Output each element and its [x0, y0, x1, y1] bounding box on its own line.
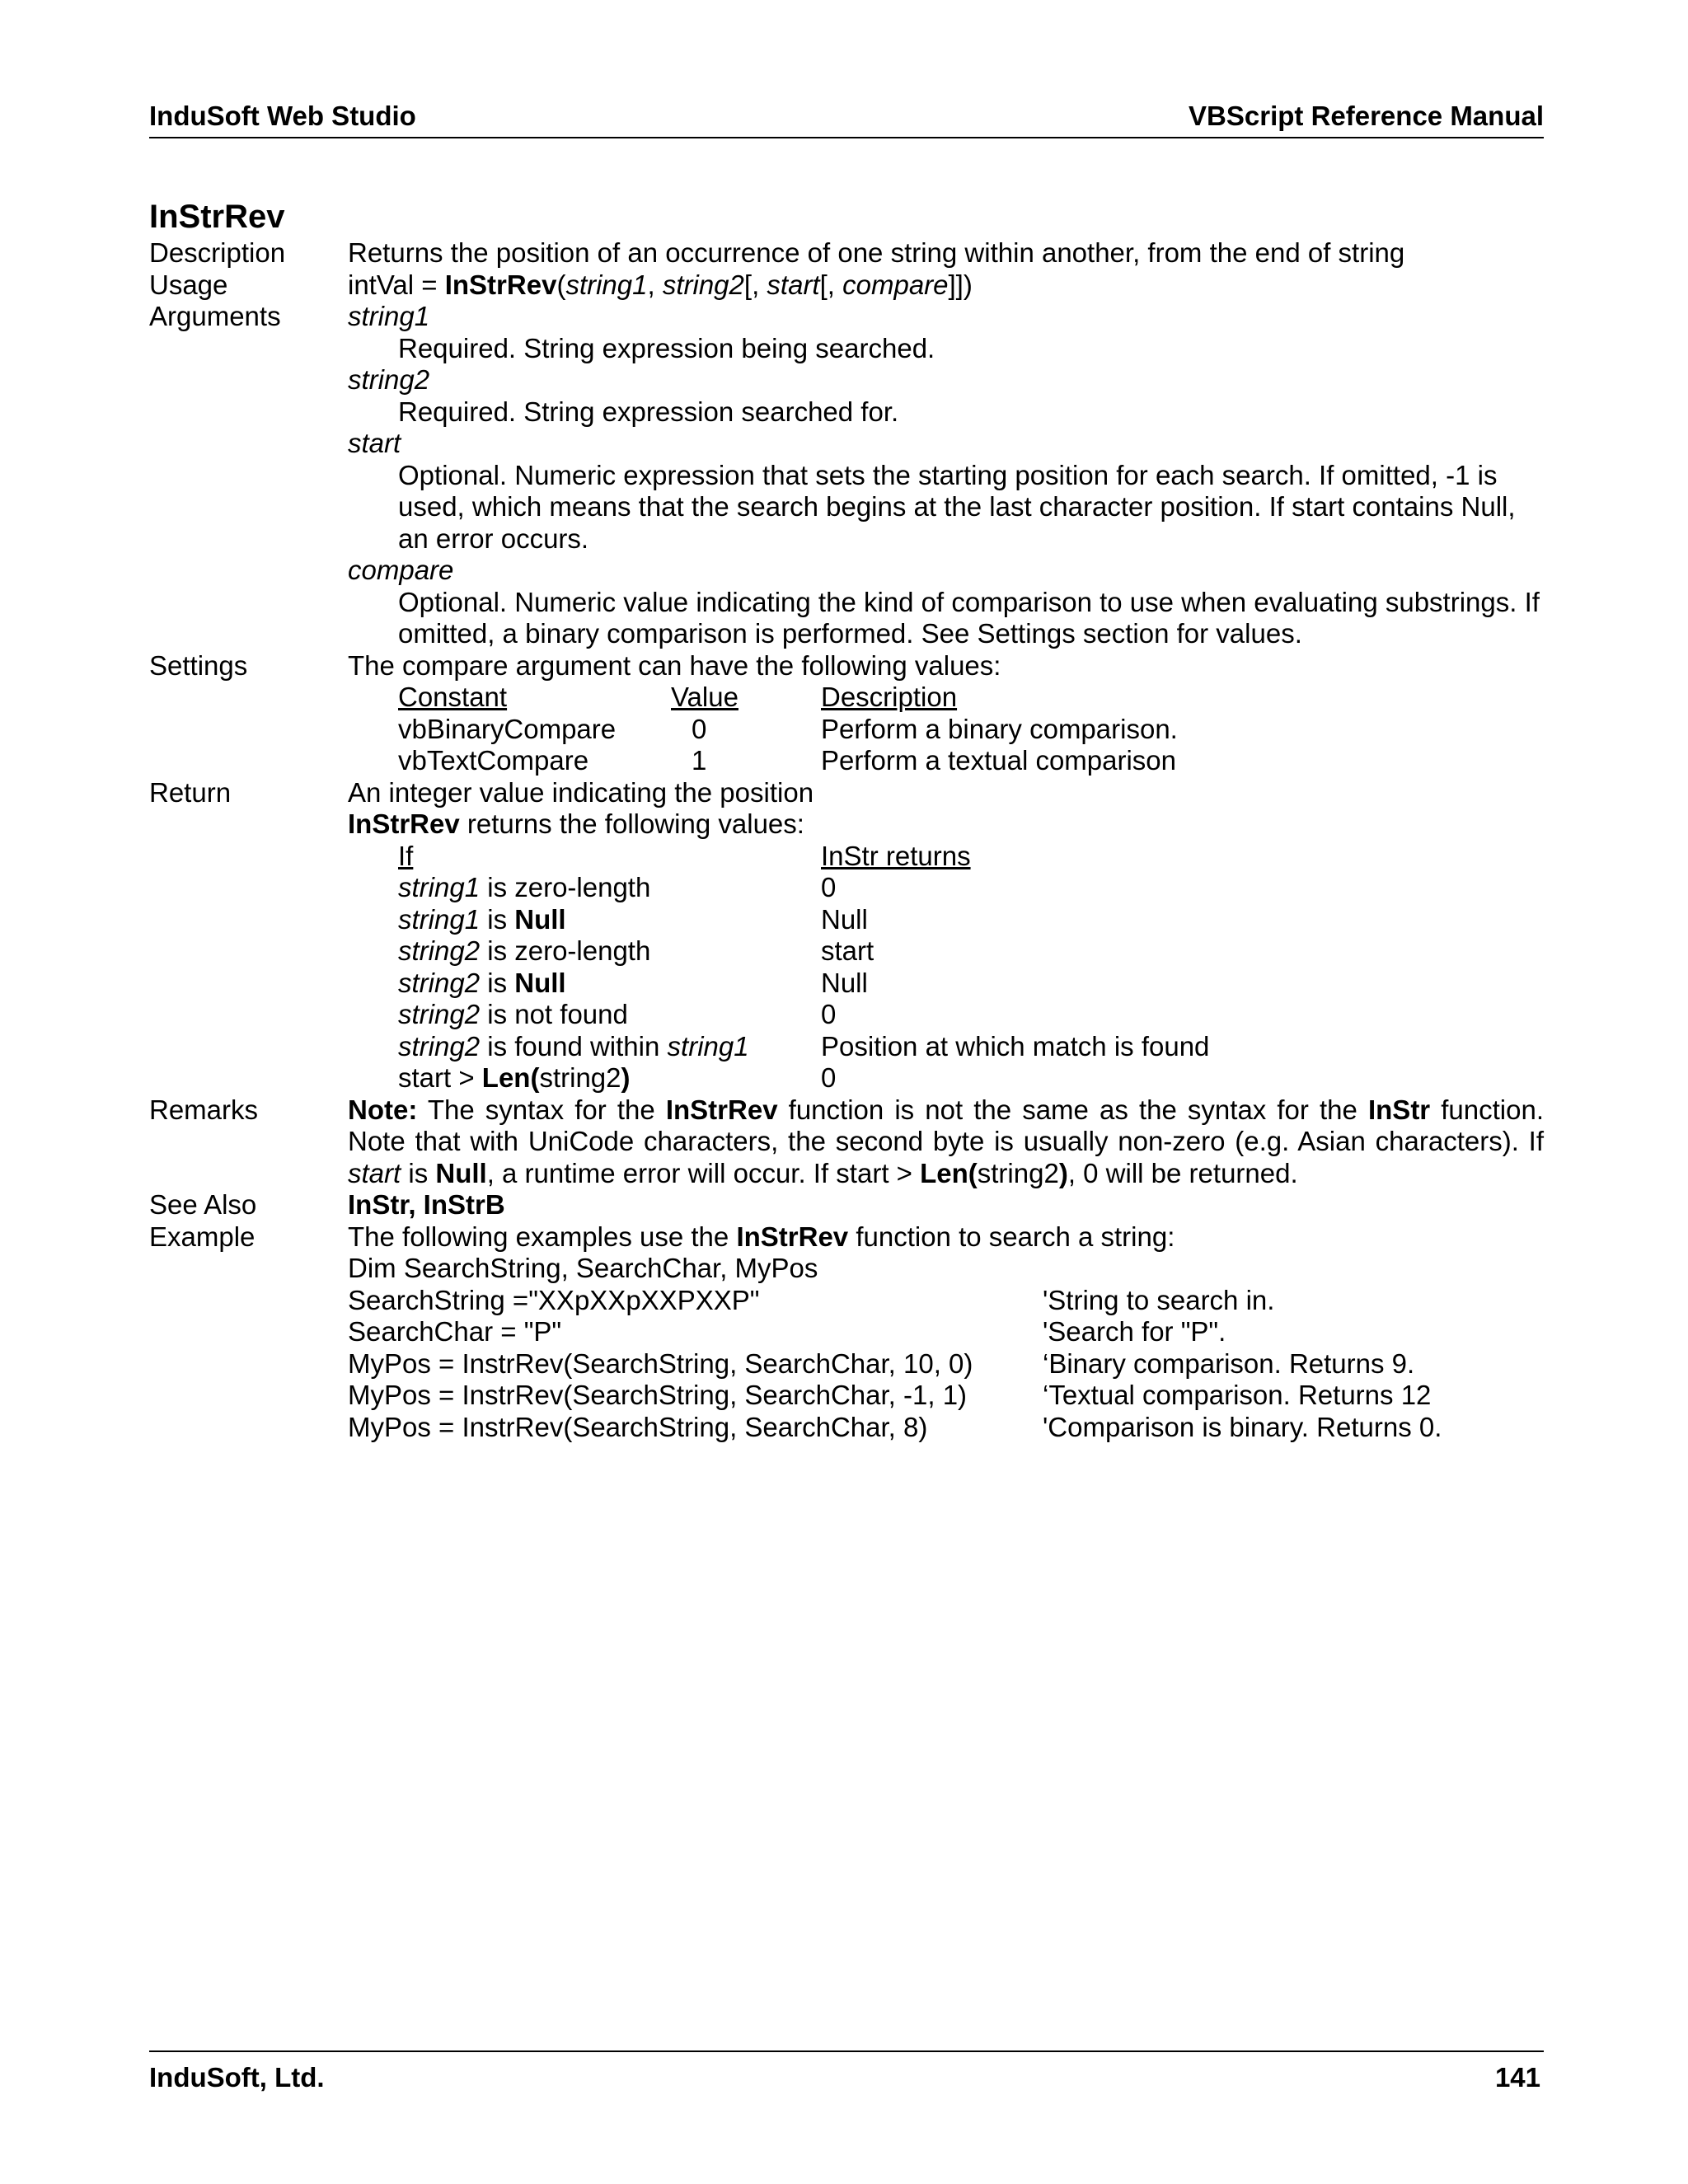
remarks-bold-part: Len(: [920, 1157, 978, 1188]
remarks-text-part: is: [401, 1157, 436, 1188]
table-row: [398, 745, 1544, 777]
return-cond-text: is: [480, 903, 515, 935]
code-line: [348, 1412, 1544, 1444]
example-intro-text: The following examples use the: [348, 1221, 737, 1252]
settings-value: 0: [692, 713, 707, 744]
settings-body: [348, 650, 1544, 777]
remarks-text-part: function. Note that with UniCode characters, the second byte is usually non-zero (e.g. Asian characters). If: [348, 1094, 1545, 1156]
usage-syntax: [348, 269, 1544, 302]
argument-name: [348, 301, 1544, 333]
return-value: Position at which match is found: [821, 1030, 1210, 1062]
remarks-text-part: string2: [977, 1157, 1059, 1188]
description-row: [149, 237, 1544, 269]
code-statement: MyPos = InstrRev(SearchString, SearchChar, -1, 1): [348, 1380, 968, 1410]
settings-intro: The compare argument can have the following values:: [348, 649, 1001, 681]
argument-desc: Required. String expression searched for.: [398, 396, 899, 427]
argument-name-start: start: [348, 428, 401, 458]
remarks-text-part: The syntax for the: [417, 1094, 666, 1125]
settings-description: Perform a textual comparison: [821, 745, 1177, 776]
argument-name-string2: string2: [348, 364, 430, 395]
arguments-row: [149, 301, 1544, 650]
table-row: [398, 714, 1544, 746]
return-header-if: If: [398, 840, 414, 871]
description-label: Description: [149, 237, 286, 268]
usage-sep3: [,: [819, 269, 843, 300]
header-manual-title: VBScript Reference Manual: [1189, 101, 1544, 131]
settings-description: Perform a binary comparison.: [821, 713, 1178, 744]
return-function-name: InStrRev: [348, 808, 460, 839]
remarks-label: Remarks: [149, 1094, 259, 1125]
usage-sep1: ,: [647, 269, 663, 300]
return-value: 0: [821, 999, 837, 1029]
code-line: [348, 1380, 1544, 1412]
return-arg: string1: [667, 1030, 749, 1062]
table-row: [398, 999, 1544, 1031]
remarks-bold-part: InStr: [1367, 1094, 1431, 1125]
usage-arg1: string1: [565, 269, 648, 300]
return-condition: [398, 872, 650, 904]
return-cond-text: is found within: [480, 1030, 668, 1062]
return-condition: [398, 1031, 749, 1063]
code-comment: 'Comparison is binary. Returns 0.: [1043, 1411, 1442, 1442]
remarks-note-label: Note:: [348, 1094, 418, 1125]
return-cond-text: string2: [539, 1062, 621, 1093]
arguments-label: Arguments: [149, 301, 281, 331]
example-intro: [348, 1221, 1544, 1254]
code-comment: ‘Binary comparison. Returns 9.: [1043, 1347, 1415, 1379]
code-statement: SearchChar = "P": [348, 1316, 562, 1347]
settings-header-description: Description: [821, 682, 958, 712]
table-row: [398, 935, 1544, 968]
see-also-text: InStr, InStrB: [348, 1189, 505, 1220]
argument-name-string1: string1: [348, 301, 430, 331]
table-row: [398, 872, 1544, 904]
remarks-text-part: function is not the same as the syntax for the: [777, 1094, 1368, 1125]
return-line1: An integer value indicating the position: [348, 776, 814, 808]
return-label: Return: [149, 776, 232, 808]
settings-row: [149, 650, 1544, 777]
return-cond-text: is: [480, 967, 515, 998]
code-line: [348, 1348, 1544, 1380]
argument-name: [348, 428, 1544, 460]
return-header-returns: InStr returns: [821, 840, 971, 871]
page-content: [149, 196, 1544, 1443]
settings-table: [398, 682, 1544, 777]
remarks-text-part: , a runtime error will occur. If start >: [486, 1157, 921, 1188]
return-table-header: [398, 841, 1544, 873]
remarks-bold-part: InStrRev: [665, 1094, 778, 1125]
code-statement: MyPos = InstrRev(SearchString, SearchChar, 8): [348, 1411, 928, 1442]
settings-header-value: Value: [671, 682, 738, 712]
page-header: [149, 97, 1544, 138]
usage-arg3: start: [767, 269, 820, 300]
usage-open: (: [556, 269, 566, 300]
table-row: [398, 1031, 1544, 1063]
code-line: [348, 1316, 1544, 1348]
return-cond-bold: Null: [514, 967, 566, 998]
usage-row: [149, 269, 1544, 302]
code-statement: Dim SearchString, SearchChar, MyPos: [348, 1253, 818, 1283]
return-condition: [398, 935, 650, 968]
settings-label: Settings: [149, 649, 248, 681]
settings-constant: vbBinaryCompare: [398, 713, 617, 744]
settings-constant: vbTextCompare: [398, 745, 589, 776]
settings-value: 1: [692, 745, 707, 776]
code-comment: 'Search for "P".: [1043, 1316, 1226, 1347]
example-label: Example: [149, 1221, 256, 1252]
return-cond-text: is zero-length: [480, 872, 651, 902]
description-text: Returns the position of an occurrence of one string within another, from the end of string: [348, 237, 1405, 268]
return-cond-bold: Null: [514, 903, 566, 935]
usage-function: InStrRev: [444, 269, 557, 300]
argument-desc: Required. String expression being searched.: [398, 332, 935, 363]
return-arg: string1: [398, 903, 481, 935]
return-arg: string1: [398, 872, 481, 902]
code-comment: 'String to search in.: [1043, 1284, 1275, 1315]
usage-arg2: string2: [662, 269, 744, 300]
page-number: 141: [1494, 2062, 1540, 2093]
return-arg: string2: [398, 967, 481, 998]
usage-label: Usage: [149, 269, 228, 300]
code-comment: ‘Textual comparison. Returns 12: [1043, 1380, 1432, 1410]
code-line: [348, 1253, 1544, 1285]
usage-sep2: [,: [743, 269, 767, 300]
page-footer: [149, 2050, 1544, 2093]
return-condition: [398, 904, 566, 936]
return-cond-text: is not found: [480, 999, 628, 1029]
return-cond-bold: Len(: [481, 1062, 540, 1093]
argument-name-compare: compare: [348, 555, 454, 585]
return-value: 0: [821, 872, 837, 902]
return-value: Null: [821, 967, 868, 998]
example-intro-bold: InStrRev: [736, 1221, 849, 1252]
settings-table-header: [398, 682, 1544, 714]
return-value: start: [821, 935, 874, 966]
settings-header-constant: Constant: [398, 682, 508, 712]
header-product-name: InduSoft Web Studio: [149, 101, 416, 131]
return-arg: string2: [398, 1030, 481, 1062]
example-row: [149, 1221, 1544, 1444]
return-condition: [398, 1062, 631, 1094]
remarks-italic-part: start: [348, 1157, 401, 1188]
remarks-row: [149, 1094, 1544, 1190]
see-also-row: [149, 1189, 1544, 1221]
return-row: [149, 777, 1544, 1094]
return-condition: [398, 999, 628, 1031]
usage-close: ]]): [948, 269, 973, 300]
argument-name: [348, 555, 1544, 587]
return-condition: [398, 968, 566, 1000]
usage-prefix: intVal =: [348, 269, 445, 300]
return-line2-text: returns the following values:: [459, 808, 804, 839]
arguments-list: [348, 301, 1544, 650]
return-cond-text: start >: [398, 1062, 482, 1093]
return-arg: string2: [398, 999, 481, 1029]
example-intro-text: function to search a string:: [848, 1221, 1175, 1252]
remarks-text: [348, 1094, 1544, 1190]
return-cond-text: is zero-length: [480, 935, 651, 966]
remarks-text-part: , 0 will be returned.: [1067, 1157, 1298, 1188]
return-arg: string2: [398, 935, 481, 966]
usage-arg4: compare: [842, 269, 949, 300]
remarks-bold-part: ): [1058, 1157, 1068, 1188]
code-statement: SearchString ="XXpXXpXXPXXP": [348, 1284, 760, 1315]
footer-company: InduSoft, Ltd.: [149, 2062, 325, 2093]
code-statement: MyPos = InstrRev(SearchString, SearchChar, 10, 0): [348, 1347, 973, 1379]
code-line: [348, 1285, 1544, 1317]
return-value: Null: [821, 903, 868, 935]
see-also-links: [348, 1189, 1544, 1221]
argument-desc: Optional. Numeric value indicating the kind of comparison to use when evaluating substrings. If omitted, a binary comparison is performed. See Settings section for values.: [398, 586, 1540, 649]
return-cond-bold: ): [621, 1062, 631, 1093]
argument-name: [348, 364, 1544, 396]
return-line2: [348, 808, 1544, 841]
argument-desc: Optional. Numeric expression that sets the starting position for each search. If omitted, -1 is used, which means that the search begins at the last character position. If start contains Null, an error occurs.: [398, 459, 1516, 554]
table-row: [398, 904, 1544, 936]
example-body: [348, 1221, 1544, 1444]
table-row: [398, 968, 1544, 1000]
see-also-label: See Also: [149, 1189, 257, 1220]
return-value: 0: [821, 1062, 837, 1093]
return-body: [348, 777, 1544, 1094]
remarks-bold-part: Null: [435, 1157, 487, 1188]
page-title: InStrRev: [149, 199, 285, 235]
table-row: [398, 1062, 1544, 1094]
